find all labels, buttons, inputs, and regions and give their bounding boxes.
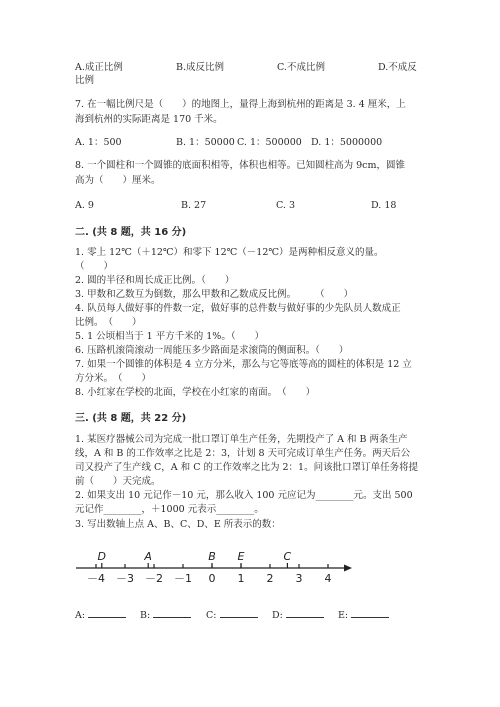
answer-e-blank[interactable] [351, 608, 389, 618]
answer-d-label: D: [272, 610, 283, 621]
s3-q1-line-4: 前（ ）天完成。 [75, 476, 161, 487]
s3-q2-line-2: 元记作________，＋1000 元表示________。 [75, 504, 264, 515]
number-line-point-label: A [144, 550, 152, 563]
section-3-title: 三. (共 8 题，共 22 分) [75, 413, 187, 424]
answer-c-label: C: [206, 610, 217, 621]
number-line-point-label: E [237, 550, 245, 563]
answer-a[interactable] [75, 608, 126, 623]
answer-c-blank[interactable] [220, 608, 258, 618]
answer-d[interactable] [272, 608, 324, 623]
s3-q1-line-2: 线，A 和 B 的工作效率之比是 2：3，计划 8 天可完成订单生产任务。两天后公 [75, 448, 411, 459]
number-line-tick-label: 4 [324, 572, 332, 585]
q7-stem-line-2: 海到杭州的实际距离是 170 千米。 [75, 114, 223, 125]
q7-option-a[interactable]: A. 1：500 [75, 137, 122, 148]
s3-q1-line-3: 司又投产了生产线 C，A 和 C 的工作效率之比为 2：1。问该批口罩订单任务将提 [75, 462, 419, 473]
answer-a-blank[interactable] [88, 608, 126, 618]
q6-option-b[interactable]: B.成反比例 [176, 62, 225, 73]
q6-option-d[interactable]: D.不成反 [378, 62, 417, 73]
q6-option-c[interactable]: C.不成比例 [277, 62, 325, 73]
q8-option-d[interactable]: D. 18 [371, 200, 397, 211]
s2-q1-line-2: （ ） [75, 261, 114, 272]
s2-q4-line-2: 比例。 （ ） [75, 317, 142, 328]
q8-option-b[interactable]: B. 27 [181, 200, 207, 211]
answer-a-label: A: [75, 610, 86, 621]
number-line-tick-label: 0 [208, 572, 216, 585]
s2-q3: 3. 甲数和乙数互为倒数，那么甲数和乙数成反比例。 （ ） [75, 289, 354, 300]
answer-b[interactable] [140, 608, 191, 623]
number-line-arrow-icon [344, 565, 352, 572]
s2-q8: 8. 小红家在学校的北面，学校在小红家的南面。 （ ） [75, 387, 316, 398]
number-line-point-label: C [283, 550, 292, 563]
number-line-tick-label: －2 [145, 572, 163, 585]
q7-option-b[interactable]: B. 1：50000 [176, 137, 235, 148]
answer-b-label: B: [140, 610, 151, 621]
answer-e-label: E: [338, 610, 349, 621]
q8-option-c[interactable]: C. 3 [276, 200, 296, 211]
q7-stem-line-1: 7. 在一幅比例尺是（ ）的地图上，量得上海到杭州的距离是 3. 4 厘米，上 [75, 99, 406, 110]
s2-q6: 6. 压路机滚筒滚动一周能压多少路面是求滚筒的侧面积。（ ） [75, 345, 349, 356]
q6-option-a[interactable]: A.成正比例 [75, 62, 123, 73]
number-line-tick-label: 1 [237, 572, 245, 585]
number-line-tick-label: －4 [87, 572, 105, 585]
answer-e[interactable] [338, 608, 389, 623]
s2-q4-line-1: 4. 队员每人做好事的件数一定，做好事的总件数与做好事的少先队员人数成正 [75, 303, 401, 314]
section-2-title: 二. (共 8 题，共 16 分) [75, 227, 187, 238]
number-line-tick-label: －3 [116, 572, 134, 585]
s2-q7-line-1: 7. 如果一个圆锥的体积是 4 立方分米，那么与它等底等高的圆柱的体积是 12 立 [75, 359, 412, 370]
s2-q7-line-2: 方分米。 （ ） [75, 373, 152, 384]
number-line-tick-label: 2 [266, 572, 274, 585]
number-line-diagram [70, 540, 360, 586]
q8-option-a[interactable]: A. 9 [75, 200, 94, 211]
s2-q1-line-1: 1. 零上 12℃（＋12℃）和零下 12℃（－12℃）是两种相反意义的量。 [75, 247, 384, 258]
number-line-point-label: D [97, 550, 107, 563]
number-line-tick-label: －1 [174, 572, 192, 585]
q6-option-d-wrap: 比例 [75, 75, 95, 86]
number-line-point-label: B [208, 550, 216, 563]
s3-q2-line-1: 2. 如果支出 10 元记作－10 元，那么收入 100 元应记为________元。支出 500 [75, 490, 413, 501]
q8-stem-line-1: 8. 一个圆柱和一个圆锥的底面积相等，体积也相等。已知圆柱高为 9cm，圆锥 [75, 160, 405, 171]
answer-b-blank[interactable] [153, 608, 191, 618]
q8-stem-line-2: 高为（ ）厘米。 [75, 175, 161, 186]
q7-option-c[interactable]: C. 1：500000 [237, 137, 302, 148]
s3-q3-stem: 3. 写出数轴上点 A、B、C、D、E 所表示的数： [75, 519, 281, 530]
s2-q5: 5. 1 公顷相当于 1 平方千米的 1%。（ ） [75, 331, 265, 342]
number-line-tick-label: 3 [295, 572, 303, 585]
answer-c[interactable] [206, 608, 258, 623]
s2-q2: 2. 圆的半径和周长成正比例。（ ） [75, 275, 235, 286]
q7-option-d[interactable]: D. 1：5000000 [311, 137, 383, 148]
s3-q1-line-1: 1. 某医疗器械公司为完成一批口罩订单生产任务，先期投产了 A 和 B 两条生产 [75, 434, 408, 445]
answer-d-blank[interactable] [286, 608, 324, 618]
